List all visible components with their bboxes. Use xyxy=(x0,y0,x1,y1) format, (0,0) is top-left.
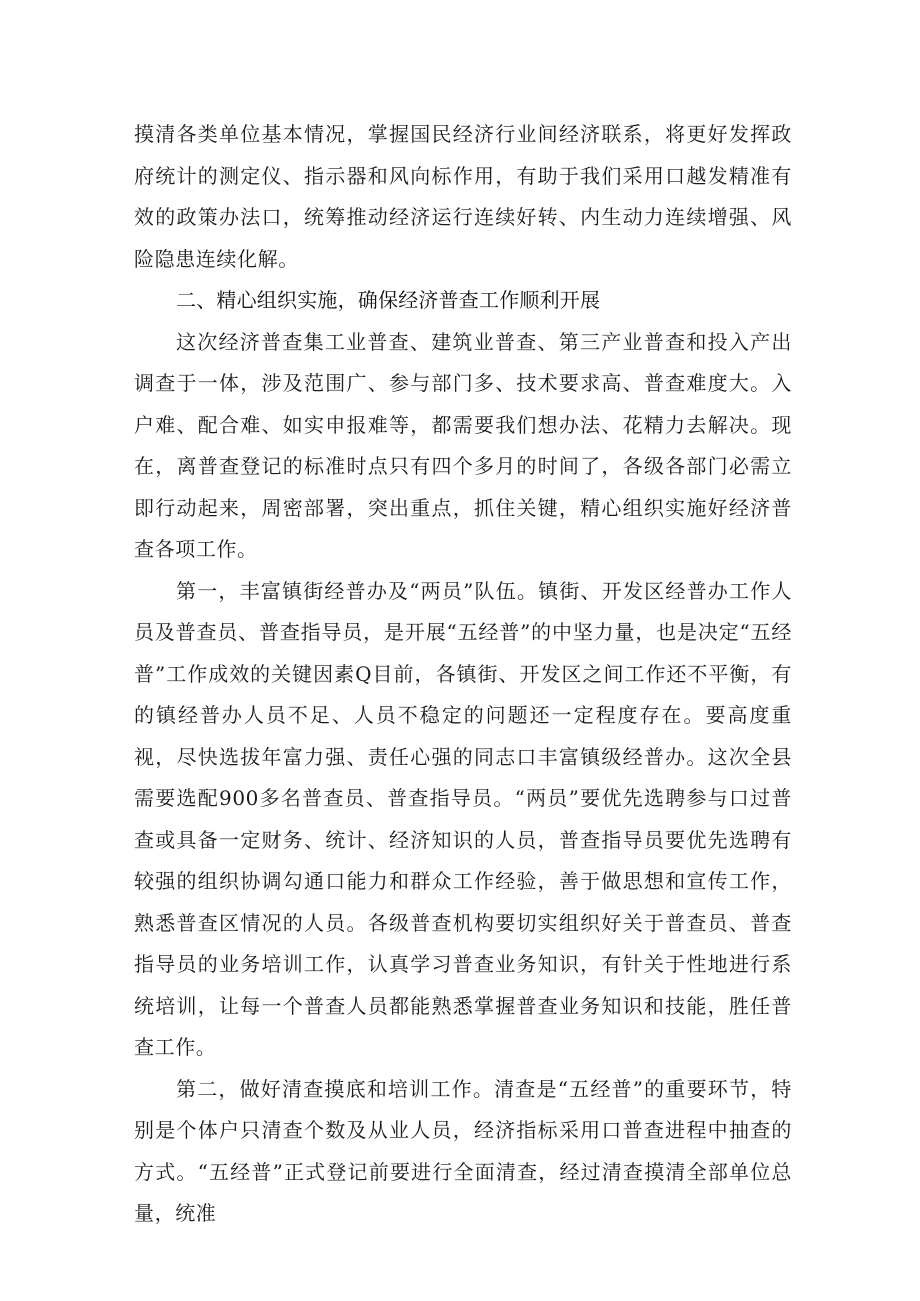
section-heading-two: 二、精心组织实施，确保经济普查工作顺利开展 xyxy=(176,288,601,312)
document-body xyxy=(134,114,792,1235)
paragraph-second-point: 第二，做好清查摸底和培训工作。清查是“五经普”的重要环节，特别是个体户只清查个数及从业人员，经济指标采用口普查进程中抽查的方式。“五经普”正式登记前要进行全面清查，经过清查摸清全部单位总量，统准 xyxy=(134,1076,792,1225)
paragraph-overview: 这次经济普查集工业普查、建筑业普查、第三产业普查和投入产出调查于一体，涉及范围广、参与部门多、技术要求高、普查难度大。入户难、配合难、如实申报难等，都需要我们想办法、花精力去解决。现在，离普查登记的标准时点只有四个多月的时间了，各级各部门必需立即行动起来，周密部署，突出重点，抓住关键，精心组织实施好经济普查各项工作。 xyxy=(134,329,792,561)
paragraph-intro: 摸清各类单位基本情况，掌握国民经济行业间经济联系，将更好发挥政府统计的测定仪、指示器和风向标作用，有助于我们采用口越发精准有效的政策办法口，统筹推动经济运行连续好转、内生动力连续增强、风险隐患连续化解。 xyxy=(134,122,792,271)
paragraph-first-point: 第一，丰富镇街经普办及“两员”队伍。镇街、开发区经普办工作人员及普查员、普查指导员，是开展“五经普”的中坚力量，也是决定“五经普”工作成效的关键因素Q目前，各镇街、开发区之间工作还不平衡，有的镇经普办人员不足、人员不稳定的问题还一定程度存在。要高度重视，尽快选拔年富力强、责任心强的同志口丰富镇级经普办。这次全县需要选配900多名普查员、普查指导员。“两员”要优先选聘参与口过普查或具备一定财务、统计、经济知识的人员，普查指导员要优先选聘有较强的组织协调勾通口能力和群众工作经验，善于做思想和宣传工作，熟悉普查区情况的人员。各级普查机构要切实组织好关于普查员、普查指导员的业务培训工作，认真学习普查业务知识，有针关于性地进行系统培训，让每一个普查人员都能熟悉掌握普查业务知识和技能，胜任普查工作。 xyxy=(134,578,792,1059)
